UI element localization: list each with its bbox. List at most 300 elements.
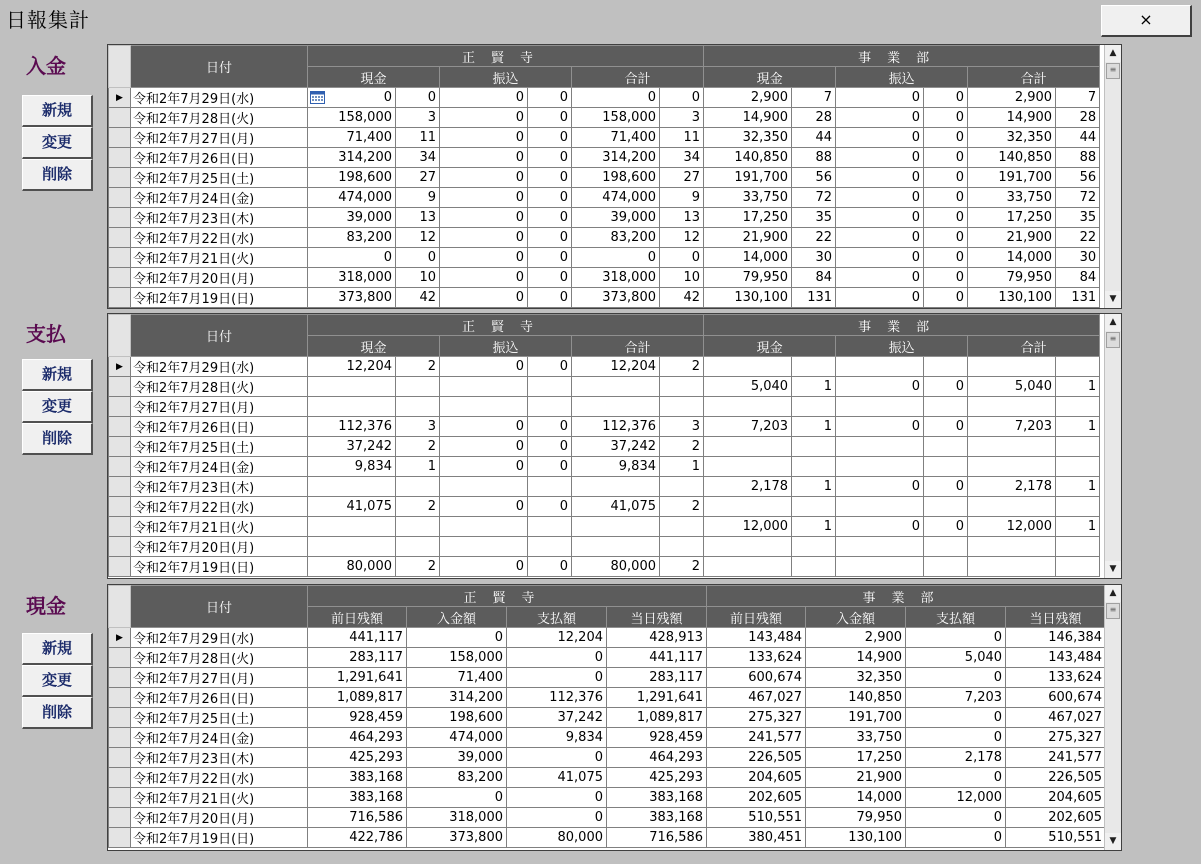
value-cell[interactable]: 2 xyxy=(660,437,704,457)
value-cell[interactable]: 41,075 xyxy=(572,497,660,517)
value-cell[interactable]: 143,484 xyxy=(707,628,806,648)
value-cell[interactable] xyxy=(660,537,704,557)
value-cell[interactable]: 474,000 xyxy=(308,188,396,208)
value-cell[interactable] xyxy=(836,537,924,557)
income-delete-button[interactable]: 削除 xyxy=(22,159,93,191)
value-cell[interactable]: 10 xyxy=(660,268,704,288)
value-cell[interactable] xyxy=(572,537,660,557)
current-record-indicator[interactable]: ▶ xyxy=(109,88,131,108)
value-cell[interactable]: 0 xyxy=(440,88,528,108)
scroll-thumb[interactable]: ≡ xyxy=(1106,603,1120,619)
row-selector[interactable] xyxy=(109,497,131,517)
value-cell[interactable] xyxy=(968,537,1056,557)
cash-edit-button[interactable]: 変更 xyxy=(22,665,93,697)
value-cell[interactable]: 0 xyxy=(924,248,968,268)
value-cell[interactable]: 71,400 xyxy=(308,128,396,148)
row-selector[interactable] xyxy=(109,537,131,557)
row-selector[interactable] xyxy=(109,208,131,228)
value-cell[interactable]: 14,000 xyxy=(968,248,1056,268)
value-cell[interactable] xyxy=(968,397,1056,417)
value-cell[interactable]: 140,850 xyxy=(968,148,1056,168)
value-cell[interactable]: 422,786 xyxy=(308,828,407,848)
date-cell[interactable]: 令和2年7月21日(火) xyxy=(131,248,308,268)
value-cell[interactable]: 1 xyxy=(792,517,836,537)
value-cell[interactable] xyxy=(924,457,968,477)
table-row[interactable] xyxy=(109,808,1106,828)
scroll-down-arrow-icon[interactable]: ▼ xyxy=(1105,561,1121,578)
value-cell[interactable]: 39,000 xyxy=(407,748,507,768)
value-cell[interactable]: 2,900 xyxy=(704,88,792,108)
value-cell[interactable]: 380,451 xyxy=(707,828,806,848)
value-cell[interactable]: 474,000 xyxy=(407,728,507,748)
value-cell[interactable]: 1 xyxy=(396,457,440,477)
value-cell[interactable]: 5,040 xyxy=(906,648,1006,668)
value-cell[interactable] xyxy=(836,457,924,477)
value-cell[interactable]: 0 xyxy=(528,108,572,128)
row-selector[interactable] xyxy=(109,828,131,848)
value-cell[interactable]: 373,800 xyxy=(407,828,507,848)
value-cell[interactable]: 44 xyxy=(1056,128,1100,148)
date-cell[interactable]: 令和2年7月26日(日) xyxy=(131,688,308,708)
value-cell[interactable]: 12,000 xyxy=(968,517,1056,537)
value-cell[interactable]: 0 xyxy=(906,728,1006,748)
date-cell[interactable]: 令和2年7月27日(月) xyxy=(131,397,308,417)
value-cell[interactable]: 11 xyxy=(396,128,440,148)
value-cell[interactable]: 0 xyxy=(396,248,440,268)
row-selector[interactable] xyxy=(109,457,131,477)
value-cell[interactable]: 21,900 xyxy=(806,768,906,788)
value-cell[interactable]: 425,293 xyxy=(607,768,707,788)
value-cell[interactable]: 0 xyxy=(836,208,924,228)
value-cell[interactable]: 0 xyxy=(440,457,528,477)
table-row[interactable] xyxy=(109,537,1100,557)
date-cell[interactable]: 令和2年7月19日(日) xyxy=(131,557,308,577)
value-cell[interactable]: 28 xyxy=(1056,108,1100,128)
value-cell[interactable]: 158,000 xyxy=(308,108,396,128)
value-cell[interactable]: 0 xyxy=(836,168,924,188)
scroll-up-arrow-icon[interactable]: ▲ xyxy=(1105,585,1121,602)
value-cell[interactable]: 30 xyxy=(1056,248,1100,268)
value-cell[interactable] xyxy=(1056,457,1100,477)
value-cell[interactable]: 0 xyxy=(906,708,1006,728)
value-cell[interactable]: 0 xyxy=(528,148,572,168)
row-selector[interactable] xyxy=(109,688,131,708)
value-cell[interactable]: 0 xyxy=(507,808,607,828)
date-cell[interactable]: 令和2年7月20日(月) xyxy=(131,537,308,557)
income-edit-button[interactable]: 変更 xyxy=(22,127,93,159)
value-cell[interactable]: 84 xyxy=(792,268,836,288)
table-row[interactable] xyxy=(109,477,1100,497)
value-cell[interactable]: 35 xyxy=(1056,208,1100,228)
date-cell[interactable]: 令和2年7月29日(水) xyxy=(131,628,308,648)
value-cell[interactable]: 0 xyxy=(407,628,507,648)
value-cell[interactable]: 467,027 xyxy=(1006,708,1106,728)
value-cell[interactable]: 275,327 xyxy=(1006,728,1106,748)
value-cell[interactable]: 2 xyxy=(396,497,440,517)
value-cell[interactable]: 1 xyxy=(1056,517,1100,537)
value-cell[interactable]: 42 xyxy=(396,288,440,308)
value-cell[interactable]: 143,484 xyxy=(1006,648,1106,668)
value-cell[interactable]: 318,000 xyxy=(407,808,507,828)
value-cell[interactable]: 441,117 xyxy=(308,628,407,648)
value-cell[interactable] xyxy=(704,557,792,577)
value-cell[interactable]: 0 xyxy=(660,88,704,108)
value-cell[interactable]: 0 xyxy=(440,248,528,268)
table-row[interactable] xyxy=(109,397,1100,417)
value-cell[interactable]: 510,551 xyxy=(1006,828,1106,848)
value-cell[interactable]: 14,000 xyxy=(704,248,792,268)
value-cell[interactable]: 0 xyxy=(836,477,924,497)
date-cell[interactable]: 令和2年7月22日(水) xyxy=(131,497,308,517)
row-selector[interactable] xyxy=(109,108,131,128)
value-cell[interactable]: 0 xyxy=(507,788,607,808)
value-cell[interactable]: 425,293 xyxy=(308,748,407,768)
value-cell[interactable]: 0 xyxy=(440,128,528,148)
row-selector[interactable] xyxy=(109,397,131,417)
scroll-thumb[interactable]: ≡ xyxy=(1106,63,1120,79)
table-row[interactable] xyxy=(109,188,1100,208)
value-cell[interactable]: 14,900 xyxy=(968,108,1056,128)
value-cell[interactable]: 314,200 xyxy=(572,148,660,168)
value-cell[interactable]: 0 xyxy=(440,437,528,457)
date-cell[interactable]: 令和2年7月25日(土) xyxy=(131,168,308,188)
value-cell[interactable] xyxy=(308,517,396,537)
row-selector[interactable] xyxy=(109,168,131,188)
value-cell[interactable]: 88 xyxy=(792,148,836,168)
table-row[interactable] xyxy=(109,828,1106,848)
calendar-icon[interactable] xyxy=(311,90,327,104)
value-cell[interactable]: 0 xyxy=(924,168,968,188)
value-cell[interactable]: 0 xyxy=(308,248,396,268)
value-cell[interactable]: 7 xyxy=(792,88,836,108)
row-selector[interactable] xyxy=(109,557,131,577)
value-cell[interactable]: 0 xyxy=(924,128,968,148)
date-cell[interactable]: 令和2年7月21日(火) xyxy=(131,788,308,808)
value-cell[interactable]: 0 xyxy=(924,288,968,308)
payment-edit-button[interactable]: 変更 xyxy=(22,391,93,423)
table-row[interactable] xyxy=(109,648,1106,668)
value-cell[interactable]: 464,293 xyxy=(308,728,407,748)
value-cell[interactable] xyxy=(308,397,396,417)
value-cell[interactable]: 0 xyxy=(836,417,924,437)
value-cell[interactable]: 204,605 xyxy=(707,768,806,788)
value-cell[interactable]: 158,000 xyxy=(572,108,660,128)
row-selector[interactable] xyxy=(109,648,131,668)
value-cell[interactable]: 39,000 xyxy=(572,208,660,228)
value-cell[interactable]: 0 xyxy=(924,108,968,128)
value-cell[interactable] xyxy=(924,557,968,577)
value-cell[interactable] xyxy=(528,377,572,397)
row-selector[interactable] xyxy=(109,377,131,397)
value-cell[interactable]: 12 xyxy=(660,228,704,248)
income-new-button[interactable]: 新規 xyxy=(22,95,93,127)
value-cell[interactable]: 41,075 xyxy=(507,768,607,788)
value-cell[interactable]: 22 xyxy=(792,228,836,248)
value-cell[interactable]: 373,800 xyxy=(572,288,660,308)
value-cell[interactable]: 1 xyxy=(792,377,836,397)
value-cell[interactable] xyxy=(572,397,660,417)
date-cell[interactable]: 令和2年7月26日(日) xyxy=(131,148,308,168)
table-row[interactable] xyxy=(109,497,1100,517)
value-cell[interactable]: 928,459 xyxy=(308,708,407,728)
value-cell[interactable]: 9,834 xyxy=(507,728,607,748)
value-cell[interactable]: 0 xyxy=(924,208,968,228)
table-row[interactable] xyxy=(109,557,1100,577)
value-cell[interactable]: 21,900 xyxy=(968,228,1056,248)
value-cell[interactable]: 0 xyxy=(836,268,924,288)
value-cell[interactable]: 33,750 xyxy=(968,188,1056,208)
value-cell[interactable]: 11 xyxy=(660,128,704,148)
date-cell[interactable]: 令和2年7月26日(日) xyxy=(131,417,308,437)
value-cell[interactable]: 9,834 xyxy=(308,457,396,477)
value-cell[interactable]: 464,293 xyxy=(607,748,707,768)
row-selector[interactable] xyxy=(109,128,131,148)
value-cell[interactable]: 39,000 xyxy=(308,208,396,228)
value-cell[interactable]: 0 xyxy=(924,88,968,108)
value-cell[interactable]: 241,577 xyxy=(1006,748,1106,768)
value-cell[interactable]: 0 xyxy=(528,557,572,577)
value-cell[interactable]: 1 xyxy=(792,477,836,497)
value-cell[interactable]: 0 xyxy=(440,208,528,228)
row-selector[interactable] xyxy=(109,668,131,688)
value-cell[interactable] xyxy=(1056,557,1100,577)
value-cell[interactable]: 204,605 xyxy=(1006,788,1106,808)
value-cell[interactable]: 12,000 xyxy=(906,788,1006,808)
value-cell[interactable] xyxy=(396,477,440,497)
table-row[interactable] xyxy=(109,437,1100,457)
table-row[interactable] xyxy=(109,457,1100,477)
value-cell[interactable]: 133,624 xyxy=(707,648,806,668)
value-cell[interactable] xyxy=(792,537,836,557)
value-cell[interactable]: 80,000 xyxy=(507,828,607,848)
value-cell[interactable] xyxy=(660,517,704,537)
value-cell[interactable]: 441,117 xyxy=(607,648,707,668)
value-cell[interactable]: 0 xyxy=(440,497,528,517)
value-cell[interactable]: 191,700 xyxy=(704,168,792,188)
value-cell[interactable] xyxy=(1056,397,1100,417)
value-cell[interactable] xyxy=(396,377,440,397)
value-cell[interactable]: 716,586 xyxy=(308,808,407,828)
value-cell[interactable]: 0 xyxy=(924,517,968,537)
value-cell[interactable]: 226,505 xyxy=(1006,768,1106,788)
value-cell[interactable]: 9 xyxy=(396,188,440,208)
value-cell[interactable]: 0 xyxy=(528,168,572,188)
value-cell[interactable]: 474,000 xyxy=(572,188,660,208)
table-row[interactable] xyxy=(109,628,1106,648)
value-cell[interactable]: 0 xyxy=(836,108,924,128)
value-cell[interactable] xyxy=(660,397,704,417)
current-record-indicator[interactable]: ▶ xyxy=(109,628,131,648)
value-cell[interactable] xyxy=(572,377,660,397)
value-cell[interactable]: 0 xyxy=(440,148,528,168)
value-cell[interactable] xyxy=(836,357,924,377)
row-selector[interactable] xyxy=(109,268,131,288)
value-cell[interactable]: 3 xyxy=(660,417,704,437)
value-cell[interactable] xyxy=(704,457,792,477)
date-cell[interactable]: 令和2年7月29日(水) xyxy=(131,357,308,377)
value-cell[interactable]: 17,250 xyxy=(704,208,792,228)
value-cell[interactable]: 33,750 xyxy=(704,188,792,208)
value-cell[interactable]: 0 xyxy=(440,188,528,208)
value-cell[interactable]: 0 xyxy=(572,248,660,268)
value-cell[interactable]: 0 xyxy=(836,228,924,248)
value-cell[interactable]: 112,376 xyxy=(507,688,607,708)
value-cell[interactable]: 140,850 xyxy=(704,148,792,168)
date-cell[interactable]: 令和2年7月25日(土) xyxy=(131,437,308,457)
value-cell[interactable]: 191,700 xyxy=(806,708,906,728)
value-cell[interactable]: 9,834 xyxy=(572,457,660,477)
value-cell[interactable]: 0 xyxy=(507,648,607,668)
value-cell[interactable]: 84 xyxy=(1056,268,1100,288)
value-cell[interactable]: 32,350 xyxy=(704,128,792,148)
value-cell[interactable]: 0 xyxy=(836,148,924,168)
value-cell[interactable]: 32,350 xyxy=(968,128,1056,148)
value-cell[interactable]: 27 xyxy=(660,168,704,188)
value-cell[interactable]: 0 xyxy=(924,148,968,168)
value-cell[interactable] xyxy=(968,497,1056,517)
value-cell[interactable] xyxy=(308,477,396,497)
value-cell[interactable]: 131 xyxy=(792,288,836,308)
value-cell[interactable]: 1,089,817 xyxy=(308,688,407,708)
scroll-thumb[interactable]: ≡ xyxy=(1106,332,1120,348)
value-cell[interactable] xyxy=(440,517,528,537)
value-cell[interactable]: 0 xyxy=(924,188,968,208)
value-cell[interactable]: 28 xyxy=(792,108,836,128)
date-cell[interactable]: 令和2年7月27日(月) xyxy=(131,128,308,148)
table-row[interactable] xyxy=(109,248,1100,268)
value-cell[interactable]: 600,674 xyxy=(707,668,806,688)
value-cell[interactable] xyxy=(572,517,660,537)
value-cell[interactable]: 0 xyxy=(440,228,528,248)
value-cell[interactable]: 83,200 xyxy=(407,768,507,788)
value-cell[interactable] xyxy=(308,537,396,557)
value-cell[interactable]: 1,291,641 xyxy=(308,668,407,688)
value-cell[interactable]: 133,624 xyxy=(1006,668,1106,688)
value-cell[interactable] xyxy=(660,477,704,497)
date-cell[interactable]: 令和2年7月24日(金) xyxy=(131,188,308,208)
value-cell[interactable]: 0 xyxy=(924,268,968,288)
value-cell[interactable] xyxy=(1056,537,1100,557)
value-cell[interactable] xyxy=(440,537,528,557)
value-cell[interactable]: 0 xyxy=(528,457,572,477)
value-cell[interactable]: 2 xyxy=(660,497,704,517)
value-cell[interactable]: 0 xyxy=(440,168,528,188)
value-cell[interactable] xyxy=(968,457,1056,477)
date-cell[interactable]: 令和2年7月24日(金) xyxy=(131,457,308,477)
value-cell[interactable]: 34 xyxy=(396,148,440,168)
table-row[interactable] xyxy=(109,708,1106,728)
row-selector[interactable] xyxy=(109,808,131,828)
value-cell[interactable]: 130,100 xyxy=(806,828,906,848)
date-cell[interactable]: 令和2年7月19日(日) xyxy=(131,288,308,308)
value-cell[interactable]: 7,203 xyxy=(906,688,1006,708)
value-cell[interactable]: 2,178 xyxy=(704,477,792,497)
value-cell[interactable]: 72 xyxy=(1056,188,1100,208)
value-cell[interactable]: 14,000 xyxy=(806,788,906,808)
value-cell[interactable]: 0 xyxy=(528,497,572,517)
value-cell[interactable]: 35 xyxy=(792,208,836,228)
value-cell[interactable]: 12,000 xyxy=(704,517,792,537)
value-cell[interactable] xyxy=(660,377,704,397)
date-cell[interactable]: 令和2年7月25日(土) xyxy=(131,708,308,728)
value-cell[interactable] xyxy=(396,397,440,417)
value-cell[interactable]: 202,605 xyxy=(707,788,806,808)
value-cell[interactable]: 131 xyxy=(1056,288,1100,308)
scroll-up-arrow-icon[interactable]: ▲ xyxy=(1105,314,1121,331)
value-cell[interactable]: 14,900 xyxy=(704,108,792,128)
value-cell[interactable]: 0 xyxy=(836,128,924,148)
value-cell[interactable]: 2,900 xyxy=(968,88,1056,108)
table-row[interactable] xyxy=(109,377,1100,397)
value-cell[interactable]: 600,674 xyxy=(1006,688,1106,708)
value-cell[interactable]: 80,000 xyxy=(572,557,660,577)
value-cell[interactable] xyxy=(528,537,572,557)
value-cell[interactable] xyxy=(704,357,792,377)
value-cell[interactable]: 383,168 xyxy=(607,788,707,808)
value-cell[interactable]: 0 xyxy=(507,668,607,688)
row-selector[interactable] xyxy=(109,728,131,748)
value-cell[interactable]: 22 xyxy=(1056,228,1100,248)
value-cell[interactable] xyxy=(924,537,968,557)
value-cell[interactable] xyxy=(528,477,572,497)
value-cell[interactable]: 0 xyxy=(906,768,1006,788)
value-cell[interactable]: 7,203 xyxy=(968,417,1056,437)
close-button[interactable]: × xyxy=(1101,5,1192,37)
value-cell[interactable]: 198,600 xyxy=(407,708,507,728)
value-cell[interactable]: 283,117 xyxy=(308,648,407,668)
value-cell[interactable] xyxy=(968,437,1056,457)
value-cell[interactable]: 0 xyxy=(528,228,572,248)
value-cell[interactable] xyxy=(968,557,1056,577)
value-cell[interactable] xyxy=(440,477,528,497)
value-cell[interactable]: 30 xyxy=(792,248,836,268)
value-cell[interactable]: 37,242 xyxy=(308,437,396,457)
row-selector[interactable] xyxy=(109,228,131,248)
value-cell[interactable]: 2,178 xyxy=(968,477,1056,497)
current-record-indicator[interactable]: ▶ xyxy=(109,357,131,377)
value-cell[interactable]: 37,242 xyxy=(572,437,660,457)
value-cell[interactable]: 0 xyxy=(906,628,1006,648)
date-cell[interactable]: 令和2年7月28日(火) xyxy=(131,648,308,668)
value-cell[interactable] xyxy=(528,397,572,417)
date-cell[interactable]: 令和2年7月20日(月) xyxy=(131,268,308,288)
table-row[interactable] xyxy=(109,748,1106,768)
payment-new-button[interactable]: 新規 xyxy=(22,359,93,391)
value-cell[interactable]: 21,900 xyxy=(704,228,792,248)
value-cell[interactable]: 34 xyxy=(660,148,704,168)
value-cell[interactable]: 0 xyxy=(407,788,507,808)
value-cell[interactable]: 0 xyxy=(440,417,528,437)
value-cell[interactable]: 79,950 xyxy=(704,268,792,288)
value-cell[interactable]: 44 xyxy=(792,128,836,148)
date-cell[interactable]: 令和2年7月24日(金) xyxy=(131,728,308,748)
value-cell[interactable]: 17,250 xyxy=(968,208,1056,228)
value-cell[interactable]: 13 xyxy=(396,208,440,228)
value-cell[interactable] xyxy=(968,357,1056,377)
table-row[interactable] xyxy=(109,268,1100,288)
value-cell[interactable] xyxy=(704,397,792,417)
value-cell[interactable]: 71,400 xyxy=(572,128,660,148)
value-cell[interactable] xyxy=(836,397,924,417)
cash-delete-button[interactable]: 削除 xyxy=(22,697,93,729)
value-cell[interactable]: 383,168 xyxy=(308,788,407,808)
value-cell[interactable]: 79,950 xyxy=(806,808,906,828)
value-cell[interactable]: 0 xyxy=(528,288,572,308)
value-cell[interactable]: 1,291,641 xyxy=(607,688,707,708)
date-cell[interactable]: 令和2年7月19日(日) xyxy=(131,828,308,848)
value-cell[interactable] xyxy=(792,557,836,577)
table-row[interactable] xyxy=(109,208,1100,228)
